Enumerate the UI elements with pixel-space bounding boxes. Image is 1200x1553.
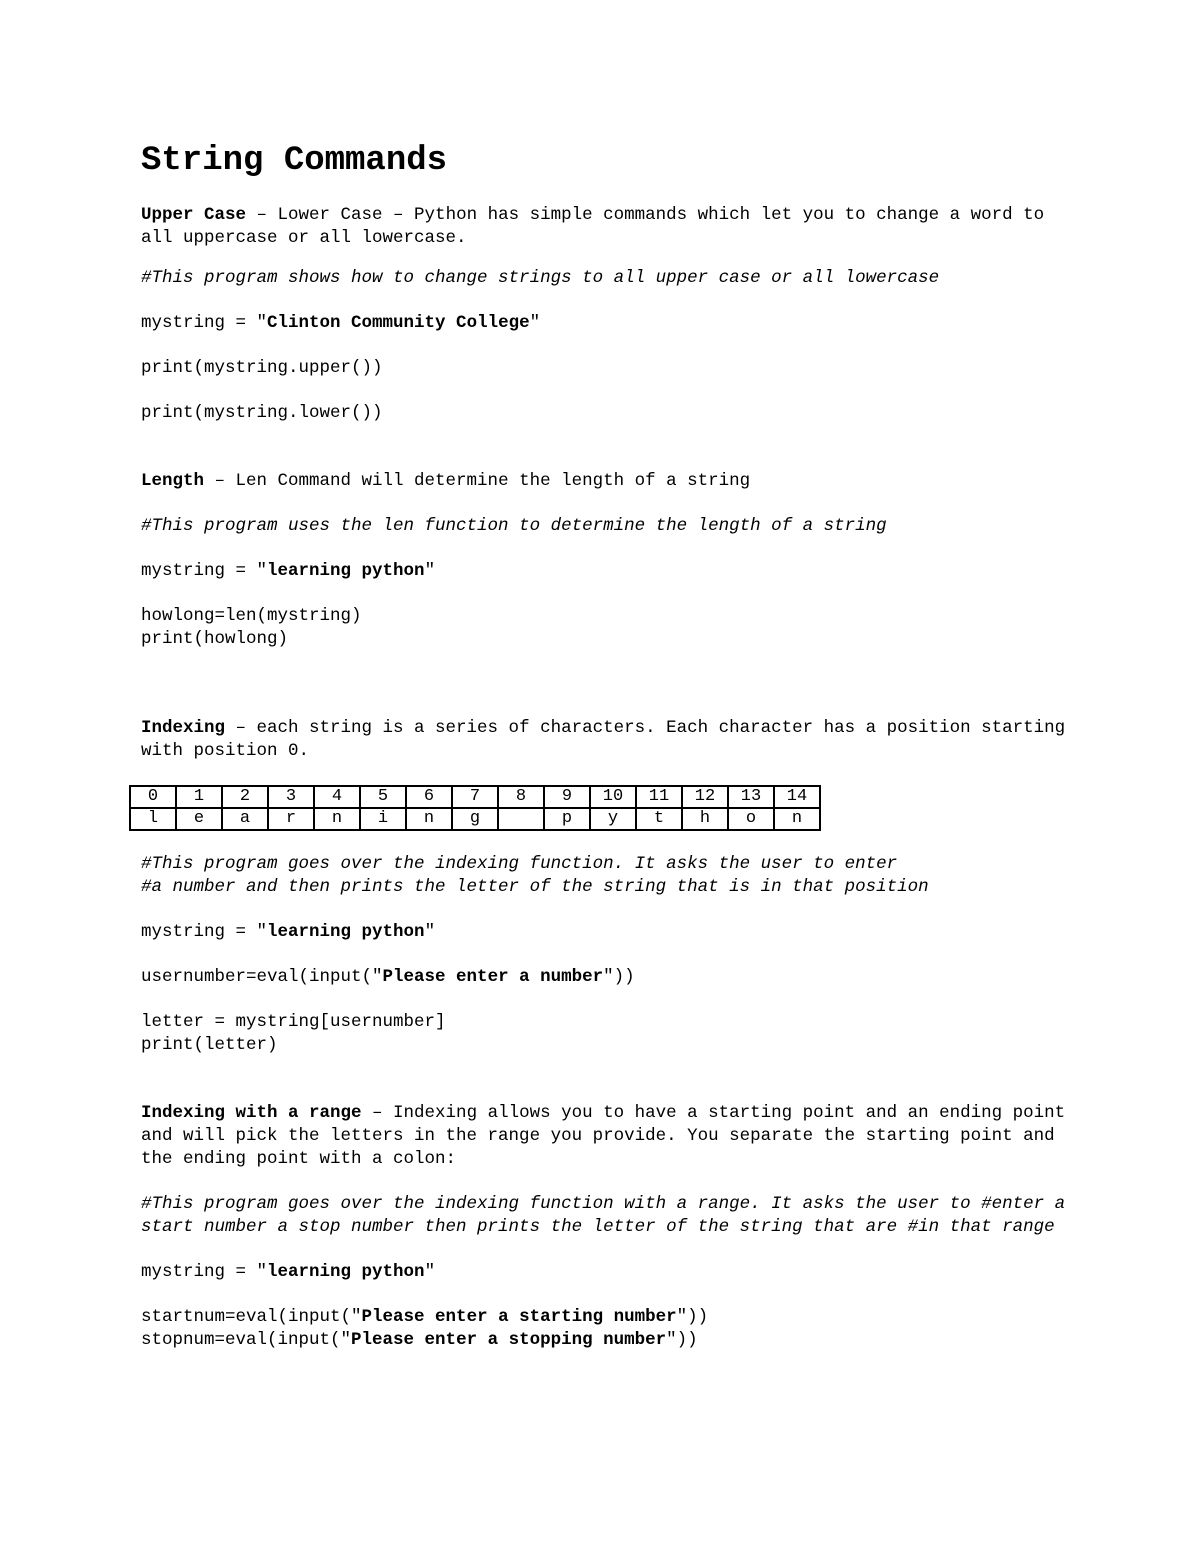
input-prefix: stopnum=eval(input(": [141, 1330, 352, 1350]
indexing-heading: Indexing: [141, 718, 226, 738]
indexing-comment-2: #a number and then prints the letter of the string that is in that position: [141, 877, 929, 897]
input-prompt: Please enter a starting number: [361, 1307, 677, 1327]
indexing-description: – each string is a series of characters. Each character has a position starting with position 0.: [141, 718, 1076, 761]
length-description: – Len Command will determine the length of a string: [204, 471, 751, 491]
letter-cell: y: [590, 808, 636, 830]
code-print-howlong-line: print(howlong): [141, 629, 289, 649]
index-letters-row: [130, 808, 820, 830]
case-comment: #This program shows how to change strings to all upper case or all lowercase: [141, 268, 940, 288]
usernumber-line: [141, 966, 1071, 989]
code-letter-line: letter = mystring[usernumber]: [141, 1012, 446, 1032]
letter-cell: n: [314, 808, 360, 830]
input-prefix: usernumber=eval(input(": [141, 967, 383, 987]
position-cell: 7: [452, 786, 498, 808]
length-heading: Length: [141, 471, 205, 491]
assign-prefix: mystring = ": [141, 922, 268, 942]
assign-suffix: ": [424, 1262, 436, 1282]
input-prompt: Please enter a number: [382, 967, 604, 987]
letter-cell: h: [682, 808, 728, 830]
letter-cell: o: [728, 808, 774, 830]
range-assign-line: [141, 1261, 1071, 1284]
letter-cell: t: [636, 808, 682, 830]
letter-cell: g: [452, 808, 498, 830]
stopnum-line: [141, 1329, 1071, 1352]
letter-cell: i: [360, 808, 406, 830]
position-cell: 10: [590, 786, 636, 808]
position-cell: 1: [176, 786, 222, 808]
position-cell: 3: [268, 786, 314, 808]
position-cell: 0: [130, 786, 176, 808]
position-cell: 4: [314, 786, 360, 808]
input-suffix: ")): [666, 1330, 698, 1350]
assign-suffix: ": [424, 922, 436, 942]
position-cell: 9: [544, 786, 590, 808]
range-comment: #This program goes over the indexing function with a range. It asks the user to #enter a start number a stop number then prints the letter of the string that are #in that range: [141, 1194, 1076, 1237]
index-table: [129, 785, 821, 831]
position-cell: 11: [636, 786, 682, 808]
letter-cell: a: [222, 808, 268, 830]
page-title: String Commands: [141, 142, 448, 180]
position-cell: 14: [774, 786, 820, 808]
letter-cell: n: [406, 808, 452, 830]
letter-cell: r: [268, 808, 314, 830]
letter-cell: l: [130, 808, 176, 830]
assign-value: Clinton Community College: [267, 313, 530, 333]
letter-cell: n: [774, 808, 820, 830]
input-prefix: startnum=eval(input(": [141, 1307, 362, 1327]
assign-prefix: mystring = ": [141, 313, 268, 333]
position-cell: 5: [360, 786, 406, 808]
range-heading: Indexing with a range: [141, 1103, 362, 1123]
position-cell: 12: [682, 786, 728, 808]
position-cell: 13: [728, 786, 774, 808]
letter-cell: [498, 808, 544, 830]
letter-cell: p: [544, 808, 590, 830]
indexing-intro: [141, 717, 1076, 763]
code-upper-line: print(mystring.upper()): [141, 358, 383, 378]
assign-value: learning python: [267, 1262, 425, 1282]
assign-suffix: ": [424, 561, 436, 581]
input-prompt: Please enter a stopping number: [351, 1330, 667, 1350]
range-intro: [141, 1102, 1076, 1171]
case-heading: Upper Case: [141, 205, 247, 225]
length-comment: #This program uses the len function to determine the length of a string: [141, 516, 887, 536]
index-positions-row: [130, 786, 820, 808]
assign-value: learning python: [267, 561, 425, 581]
assign-prefix: mystring = ": [141, 1262, 268, 1282]
length-intro: [141, 470, 1071, 493]
startnum-line: [141, 1306, 1071, 1329]
position-cell: 2: [222, 786, 268, 808]
code-print-letter-line: print(letter): [141, 1035, 278, 1055]
case-assign-line: [141, 312, 1071, 335]
case-description: – Lower Case – Python has simple commands which let you to change a word to all uppercase or all lowercase.: [141, 205, 1055, 248]
document-page: [141, 140, 1076, 1352]
assign-prefix: mystring = ": [141, 561, 268, 581]
range-description: – Indexing allows you to have a starting point and an ending point and will pick the letters in the range you provide. You separate the starting point and the ending point with a colon:: [141, 1103, 1076, 1169]
letter-cell: e: [176, 808, 222, 830]
assign-suffix: ": [529, 313, 541, 333]
input-suffix: ")): [676, 1307, 709, 1327]
assign-value: learning python: [267, 922, 425, 942]
position-cell: 8: [498, 786, 544, 808]
indexing-assign-line: [141, 921, 1071, 944]
input-suffix: ")): [603, 967, 635, 987]
case-intro: [141, 204, 1071, 250]
code-lower-line: print(mystring.lower()): [141, 403, 383, 423]
code-howlong-line: howlong=len(mystring): [141, 606, 362, 626]
indexing-comment-1: #This program goes over the indexing function. It asks the user to enter: [141, 854, 898, 874]
length-assign-line: [141, 560, 1071, 583]
position-cell: 6: [406, 786, 452, 808]
